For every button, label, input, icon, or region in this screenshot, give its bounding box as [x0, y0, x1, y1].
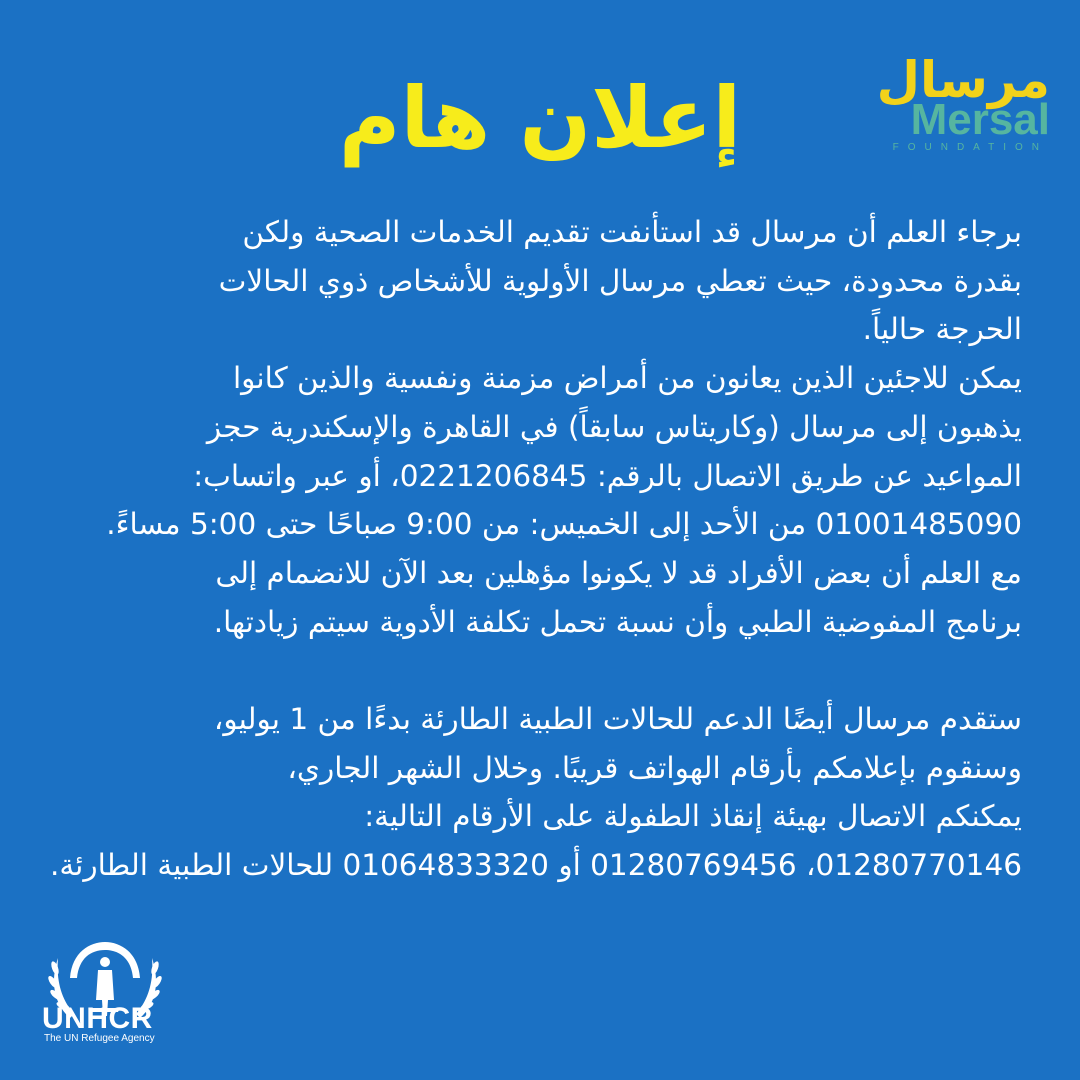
mersal-logo-foundation: FOUNDATION	[892, 142, 1048, 153]
body-line: المواعيد عن طريق الاتصال بالرقم: 0221206845، أو عبر واتساب:	[193, 458, 1022, 493]
body-line: الحرجة حالياً.	[862, 312, 1022, 347]
body-line: 01001485090 من الأحد إلى الخميس: من 9:00 صباحًا حتى 5:00 مساءً.	[106, 507, 1022, 542]
body-line: وسنقوم بإعلامكم بأرقام الهواتف قريبًا. وخلال الشهر الجاري،	[287, 750, 1022, 785]
body-line: برجاء العلم أن مرسال قد استأنفت تقديم الخدمات الصحية ولكن	[242, 215, 1022, 249]
body-line: يمكن للاجئين الذين يعانون من أمراض مزمنة ونفسية والذين كانوا	[232, 361, 1022, 396]
body-line: 01280770146، 01280769456 أو 01064833320 للحالات الطبية الطارئة.	[49, 848, 1022, 883]
body-line: مع العلم أن بعض الأفراد قد لا يكونوا مؤهلين بعد الآن للانضمام إلى	[215, 555, 1022, 590]
body-line: برنامج المفوضية الطبي وأن نسبة تحمل تكلفة الأدوية سيتم زيادتها.	[213, 604, 1022, 639]
body-line: يمكنكم الاتصال بهيئة إنقاذ الطفولة على الأرقام التالية:	[364, 799, 1022, 834]
mersal-logo	[860, 52, 1050, 172]
body-line: يذهبون إلى مرسال (وكاريتاس سابقاً) في القاهرة والإسكندرية حجز	[206, 409, 1022, 444]
announcement-body	[49, 208, 1022, 890]
announcement-title: إعلان هام	[338, 69, 742, 167]
paragraph-gap	[60, 646, 1022, 695]
unhcr-tagline: The UN Refugee Agency	[44, 1033, 155, 1044]
mersal-logo-english: Mersal	[910, 95, 1050, 144]
body-line: بقدرة محدودة، حيث تعطي مرسال الأولوية للأشخاص ذوي الحالات	[218, 263, 1022, 298]
unhcr-name: UNHCR	[42, 1002, 153, 1035]
body-line: ستقدم مرسال أيضًا الدعم للحالات الطبية الطارئة بدءًا من 1 يوليو،	[213, 702, 1022, 737]
mersal-logo-arabic: مرسال	[876, 51, 1050, 109]
